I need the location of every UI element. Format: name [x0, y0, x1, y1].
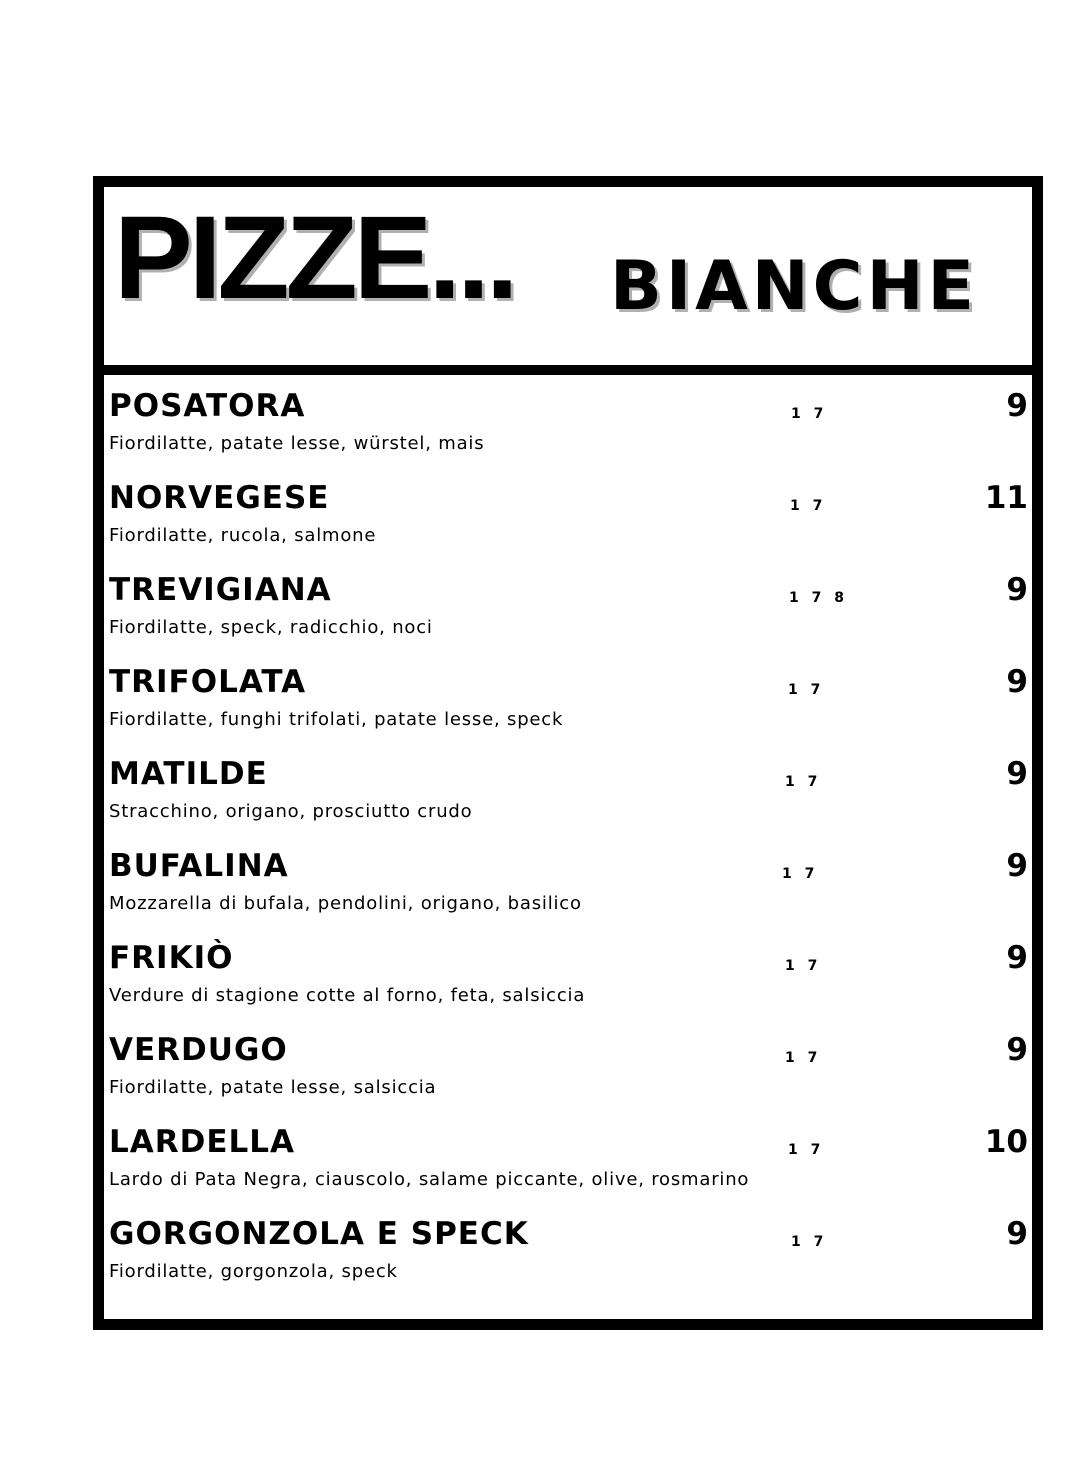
- item-price: 11: [984, 480, 1028, 516]
- item-name: TRIFOLATA: [109, 664, 307, 700]
- menu-item: [104, 937, 1032, 1017]
- item-name: NORVEGESE: [109, 480, 330, 516]
- item-price: 10: [984, 1124, 1028, 1160]
- item-description: Stracchino, origano, prosciutto crudo: [109, 801, 473, 822]
- menu-item: [104, 1121, 1032, 1201]
- menu-item: [104, 477, 1032, 557]
- item-name: GORGONZOLA E SPECK: [109, 1216, 529, 1252]
- item-price: 9: [1006, 572, 1028, 608]
- item-allergens: 1 7: [782, 866, 819, 882]
- item-price: 9: [1006, 940, 1028, 976]
- item-description: Fiordilatte, speck, radicchio, noci: [109, 617, 433, 638]
- item-name: FRIKIÒ: [109, 940, 234, 976]
- item-allergens: 1 7: [785, 958, 822, 974]
- menu-item: [104, 385, 1032, 465]
- menu-header: [104, 187, 1032, 375]
- item-allergens: 1 7: [791, 406, 828, 422]
- item-price: 9: [1006, 1032, 1028, 1068]
- item-name: MATILDE: [109, 756, 268, 792]
- item-price: 9: [1006, 756, 1028, 792]
- menu-item: [104, 661, 1032, 741]
- item-description: Fiordilatte, funghi trifolati, patate lesse, speck: [109, 709, 564, 730]
- item-name: BUFALINA: [109, 848, 289, 884]
- item-allergens: 1 7: [791, 1234, 828, 1250]
- item-name: LARDELLA: [109, 1124, 296, 1160]
- item-description: Lardo di Pata Negra, ciauscolo, salame piccante, olive, rosmarino: [109, 1169, 750, 1190]
- item-allergens: 1 7: [788, 682, 825, 698]
- menu-item: [104, 569, 1032, 649]
- item-description: Fiordilatte, patate lesse, salsiccia: [109, 1077, 437, 1098]
- page-title: PIZZE...: [114, 192, 515, 324]
- item-price: 9: [1006, 388, 1028, 424]
- page-subtitle: BIANCHE: [610, 247, 978, 326]
- item-allergens: 1 7: [790, 498, 827, 514]
- item-description: Fiordilatte, rucola, salmone: [109, 525, 377, 546]
- menu-item: [104, 1213, 1032, 1293]
- menu-item: [104, 1029, 1032, 1109]
- item-name: POSATORA: [109, 388, 306, 424]
- menu-item: [104, 845, 1032, 925]
- item-allergens: 1 7 8: [789, 590, 848, 606]
- item-name: TREVIGIANA: [109, 572, 332, 608]
- item-description: Fiordilatte, patate lesse, würstel, mais: [109, 433, 485, 454]
- menu-frame: [93, 176, 1043, 1330]
- item-description: Fiordilatte, gorgonzola, speck: [109, 1261, 398, 1282]
- item-allergens: 1 7: [785, 1050, 822, 1066]
- item-allergens: 1 7: [788, 1142, 825, 1158]
- item-description: Mozzarella di bufala, pendolini, origano, basilico: [109, 893, 582, 914]
- item-name: VERDUGO: [109, 1032, 288, 1068]
- menu-item: [104, 753, 1032, 833]
- item-description: Verdure di stagione cotte al forno, feta, salsiccia: [109, 985, 586, 1006]
- item-allergens: 1 7: [785, 774, 822, 790]
- item-price: 9: [1006, 848, 1028, 884]
- item-price: 9: [1006, 664, 1028, 700]
- item-price: 9: [1006, 1216, 1028, 1252]
